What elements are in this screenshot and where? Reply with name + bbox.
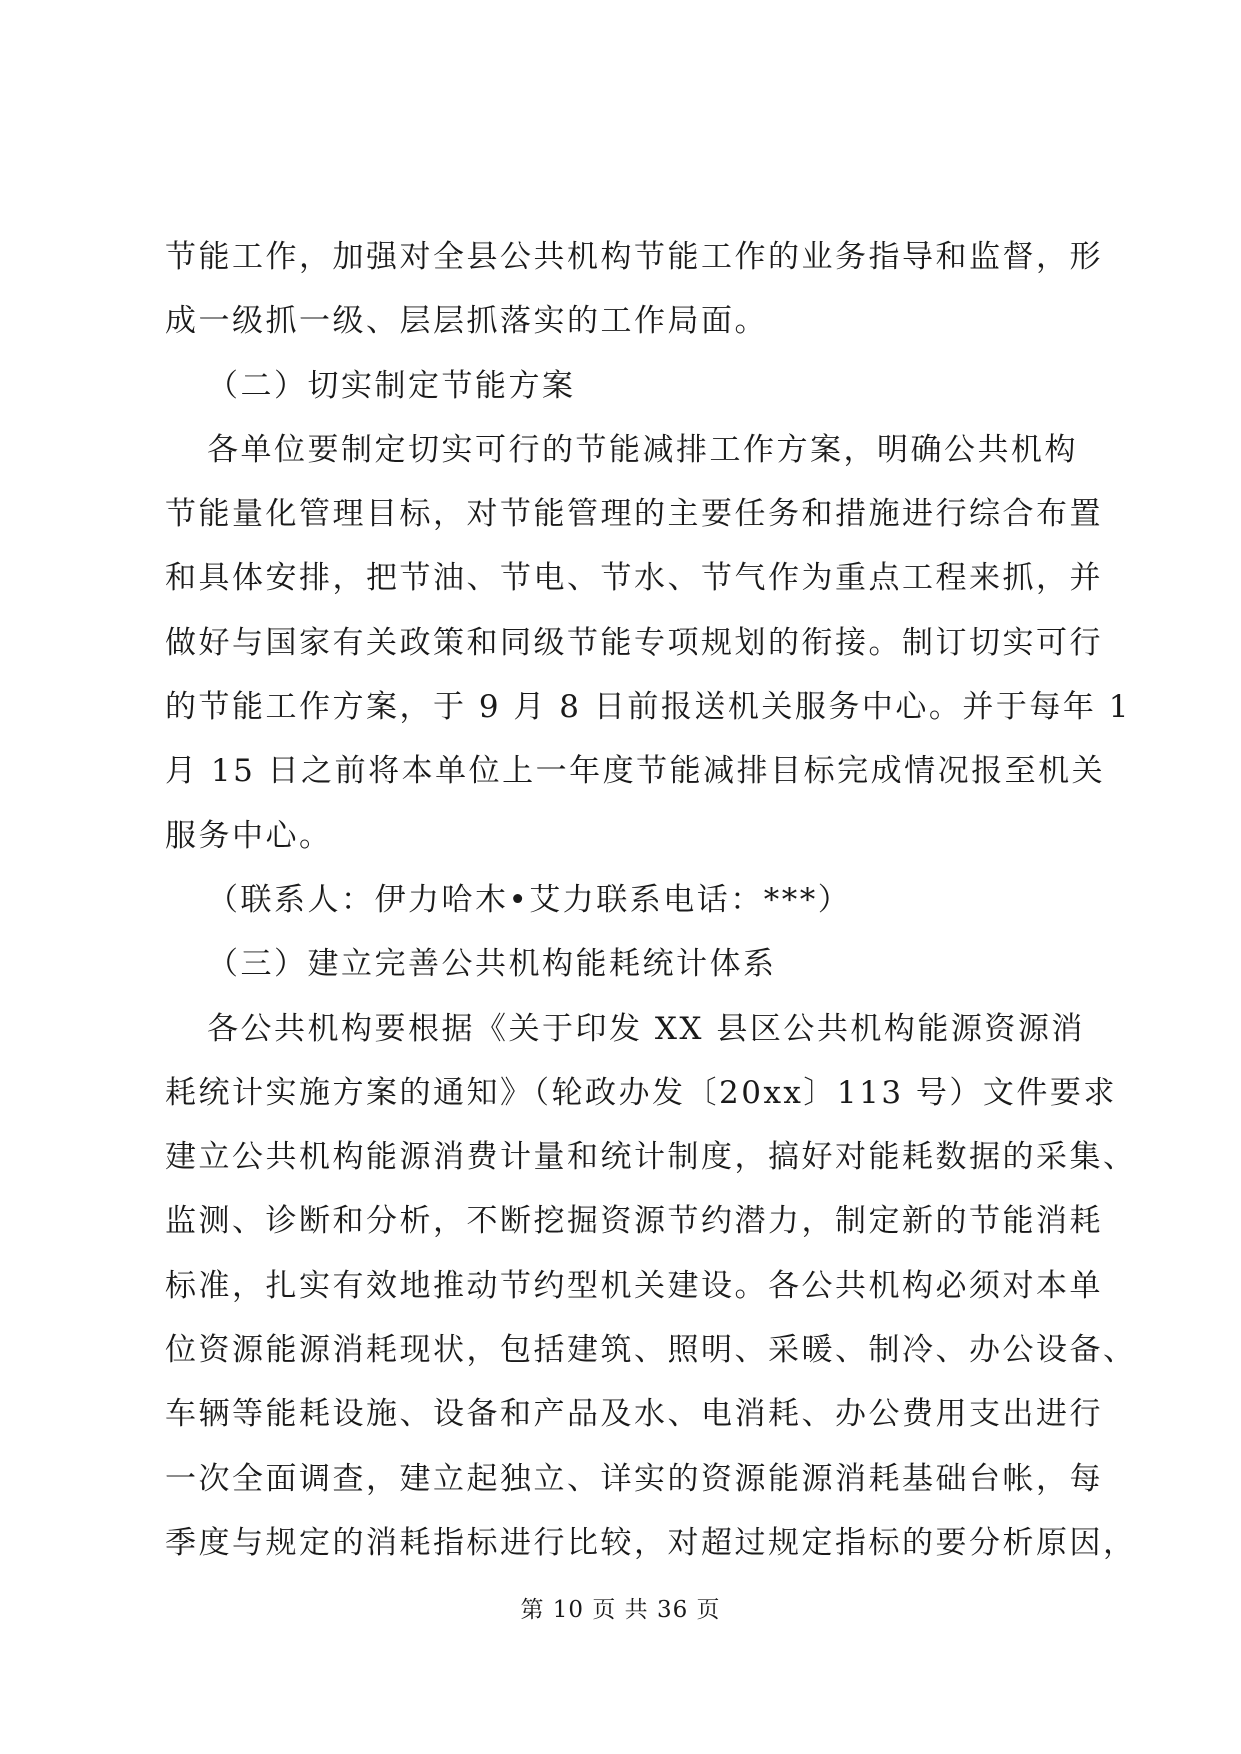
page-number: 第 10 页 共 36 页 xyxy=(520,1597,721,1623)
text-line: 季度与规定的消耗指标进行比较，对超过规定指标的要分析原因， xyxy=(165,1524,1137,1561)
text-line: 月 15 日之前将本单位上一年度节能减排目标完成情况报至机关 xyxy=(165,753,1106,790)
text-line: 建立公共机构能源消费计量和统计制度，搞好对能耗数据的采集、 xyxy=(165,1139,1137,1176)
text-line: 和具体安排，把节油、节电、节水、节气作为重点工程来抓，并 xyxy=(165,560,1103,597)
text-line: 标准，扎实有效地推动节约型机关建设。各公共机构必须对本单 xyxy=(165,1267,1103,1304)
text-line: 做好与国家有关政策和同级节能专项规划的衔接。制订切实可行 xyxy=(165,624,1103,661)
text-line: 的节能工作方案，于 9 月 8 日前报送机关服务中心。并于每年 1 xyxy=(165,689,1131,726)
section-heading: （二）切实制定节能方案 xyxy=(207,367,576,404)
text-line: 各公共机构要根据《关于印发 XX 县区公共机构能源资源消 xyxy=(207,1010,1085,1047)
page-footer xyxy=(0,1595,1241,1625)
text-line: 成一级抓一级、层层抓落实的工作局面。 xyxy=(165,303,768,340)
text-line: 一次全面调查，建立起独立、详实的资源能源消耗基础台帐，每 xyxy=(165,1460,1103,1497)
text-line: 服务中心。 xyxy=(165,817,333,854)
section-heading: （三）建立完善公共机构能耗统计体系 xyxy=(207,946,777,983)
text-line: 车辆等能耗设施、设备和产品及水、电消耗、办公费用支出进行 xyxy=(165,1396,1103,1433)
text-line: 节能工作，加强对全县公共机构节能工作的业务指导和监督，形 xyxy=(165,239,1103,275)
text-line: 监测、诊断和分析，不断挖掘资源节约潜力，制定新的节能消耗 xyxy=(165,1203,1103,1240)
body-text xyxy=(165,225,1137,1575)
text-line: 节能量化管理目标，对节能管理的主要任务和措施进行综合布置 xyxy=(165,496,1103,533)
text-line: 耗统计实施方案的通知》（轮政办发〔20xx〕113 号）文件要求 xyxy=(165,1074,1117,1111)
contact-line: （联系人：伊力哈木•艾力联系电话：***） xyxy=(207,881,852,918)
text-line: 各单位要制定切实可行的节能减排工作方案，明确公共机构 xyxy=(207,431,1078,468)
text-line: 位资源能源消耗现状，包括建筑、照明、采暖、制冷、办公设备、 xyxy=(165,1332,1137,1369)
